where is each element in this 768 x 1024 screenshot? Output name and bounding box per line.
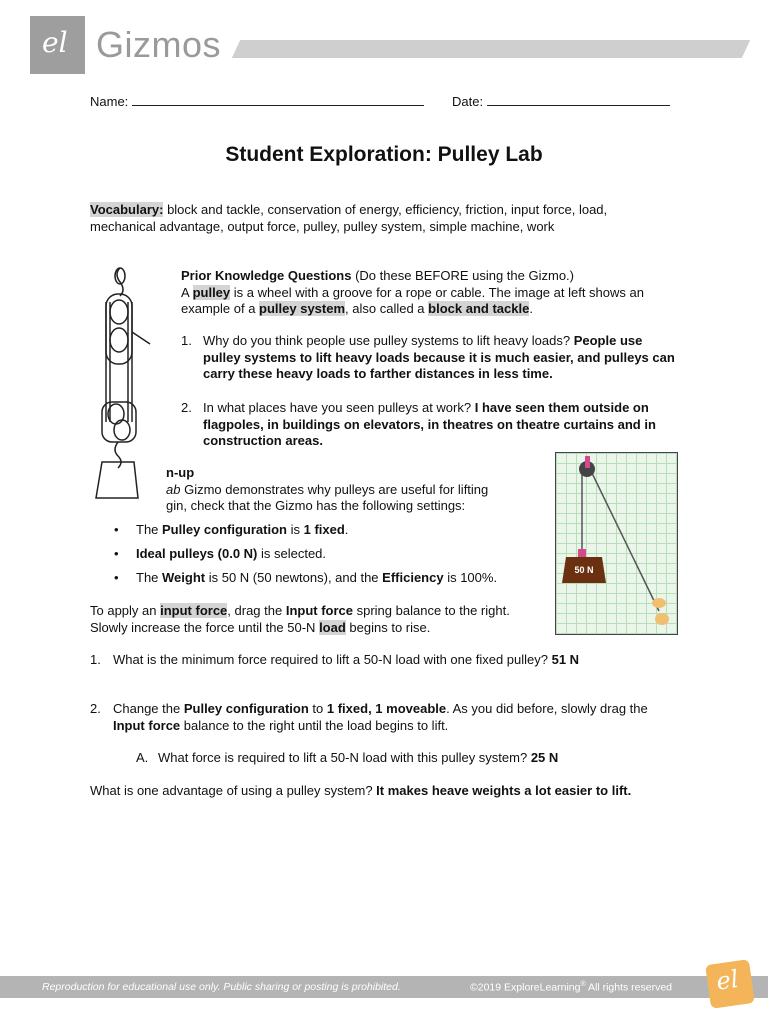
question-number: 1.	[90, 652, 101, 667]
list-item	[114, 546, 554, 563]
q2-pre: Change the	[113, 701, 184, 716]
term-pulley-system: pulley system	[259, 301, 346, 316]
vocabulary	[90, 202, 670, 235]
date-label: Date:	[452, 94, 484, 109]
prior-intro	[181, 285, 681, 318]
apply-text-2: , drag the	[227, 603, 286, 618]
b2-post: is selected.	[257, 546, 327, 561]
apply-instructions	[90, 603, 520, 636]
b3-post: is 100%.	[443, 570, 498, 585]
bullet: •	[114, 570, 119, 585]
vocabulary-label: Vocabulary:	[90, 202, 164, 217]
q2-bold3: Input force	[113, 717, 181, 733]
warmup-line1-italic: ab	[166, 481, 181, 497]
answer-text: 51 N	[551, 652, 580, 667]
bullet: •	[114, 522, 119, 537]
registered-mark: ®	[580, 981, 586, 988]
advantage-question	[90, 783, 710, 800]
b1-post: .	[344, 522, 349, 537]
term-block-and-tackle: block and tackle	[428, 301, 530, 316]
b1-bold1: Pulley configuration	[162, 522, 287, 537]
date-line	[487, 93, 670, 106]
rights-text: All rights reserved	[585, 981, 673, 994]
question-text: What is the minimum force required to lift a 50-N load with one fixed pulley?	[113, 652, 552, 667]
q2-bold1: Pulley configuration	[183, 701, 309, 716]
b1-bold2: 1 fixed	[303, 522, 345, 537]
date-field[interactable]	[452, 93, 670, 109]
term-pulley: pulley	[192, 284, 231, 300]
prior-knowledge	[181, 268, 681, 318]
vocabulary-text: block and tackle, conservation of energy, efficiency, friction, input force, load, mechanical advantage, output force, pulley, pulley system, simple machine, work	[90, 202, 608, 234]
prior-heading-note: (Do these BEFORE using the Gizmo.)	[351, 268, 574, 283]
intro-text-4: .	[529, 301, 533, 316]
intro-text-2: is a wheel with a groove for a rope or cable. The image at left shows an example of a	[181, 284, 644, 316]
b3-bold1: Weight	[162, 570, 206, 585]
prior-heading: Prior Knowledge Questions	[181, 268, 352, 283]
header-bar	[232, 40, 750, 58]
intro-text-3: , also called a	[345, 301, 429, 316]
apply-text-4: begins to rise.	[345, 619, 431, 635]
question-number: 1.	[181, 333, 192, 348]
question-number: 2.	[181, 400, 192, 415]
activity-question-2	[90, 701, 670, 734]
b1-mid: is	[286, 522, 304, 537]
b3-pre: The	[136, 570, 163, 585]
load-label: 50 N	[574, 565, 594, 575]
footer-copyright	[470, 981, 672, 994]
name-label: Name:	[90, 94, 129, 109]
answer-text: I have seen them outside on flagpoles, in buildings on elevators, in theatres on theatre curtains and in construction areas.	[203, 400, 656, 448]
apply-bold: Input force	[285, 603, 353, 618]
warmup-line2: gin, check that the Gizmo has the following settings:	[166, 498, 466, 513]
name-field[interactable]	[90, 93, 424, 109]
apply-text-1: To apply an	[90, 603, 161, 618]
question-number: 2.	[90, 701, 101, 716]
warmup-line1: Gizmo demonstrates why pulleys are useful for lifting	[180, 481, 489, 497]
copyright-text: ©2019 ExploreLearning	[470, 981, 581, 994]
b1-pre: The	[136, 522, 163, 537]
brand-logo-mark: el	[42, 26, 68, 59]
q2-bold2: 1 fixed, 1 moveable	[326, 701, 447, 716]
list-item	[114, 522, 554, 539]
intro-text-1: A	[181, 284, 193, 300]
answer-text: It makes heave weights a lot easier to lift.	[376, 783, 632, 798]
warmup-heading: n-up	[166, 465, 195, 480]
apply-text-3: spring balance to the right. Slowly increase the force until the 50-N	[90, 603, 510, 635]
gizmo-drawing	[556, 453, 677, 634]
page-title: Student Exploration: Pulley Lab	[225, 143, 543, 166]
prior-question-2	[181, 400, 681, 450]
question-text: What is one advantage of using a pulley system?	[90, 783, 377, 798]
question-text: Why do you think people use pulley systems to lift heavy loads?	[203, 333, 574, 348]
settings-list	[114, 522, 554, 587]
question-text: What force is required to lift a 50-N load with this pulley system?	[158, 750, 531, 765]
footer-disclaimer: Reproduction for educational use only. Public sharing or posting is prohibited.	[42, 981, 401, 993]
q2-end: balance to the right until the load begins to lift.	[180, 717, 449, 733]
answer-text: 25 N	[530, 750, 559, 765]
prior-question-1	[181, 333, 681, 383]
footer-badge-mark: el	[714, 964, 741, 996]
name-line	[132, 93, 424, 106]
brand-name: Gizmos	[96, 24, 222, 65]
b3-mid: is 50 N (50 newtons), and the	[205, 570, 383, 585]
answer-text: People use pulley systems to lift heavy loads because it is much easier, and pulleys can carry these heavy loads to farther distances in less time.	[203, 333, 675, 381]
brand-logo	[30, 16, 85, 74]
bullet: •	[114, 546, 119, 561]
q2-mid: to	[308, 701, 327, 716]
question-text: In what places have you seen pulleys at work?	[203, 400, 475, 415]
b2-bold: Ideal pulleys (0.0 N)	[136, 546, 258, 561]
term-load: load	[319, 619, 346, 635]
warmup-intro	[166, 465, 546, 515]
question-number: A.	[136, 750, 149, 765]
footer-badge	[705, 959, 755, 1009]
list-item	[114, 570, 554, 587]
activity-question-1	[90, 652, 690, 669]
gizmo-screenshot	[555, 452, 678, 635]
term-input-force: input force	[160, 603, 228, 618]
block-and-tackle-image	[92, 262, 158, 502]
footer-bar	[0, 976, 768, 998]
activity-question-2a	[136, 750, 676, 767]
b3-bold2: Efficiency	[382, 570, 444, 585]
q2-post: . As you did before, slowly drag the	[446, 701, 648, 716]
